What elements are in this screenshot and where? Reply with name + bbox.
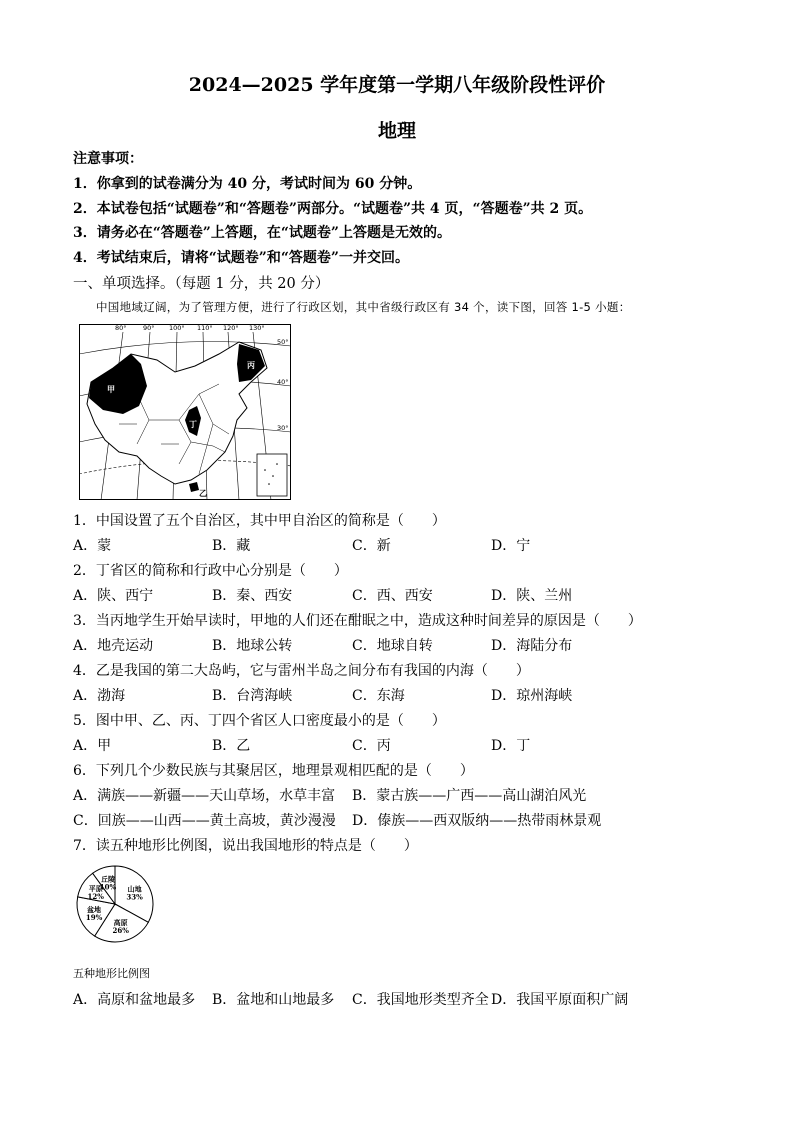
pie-slice-label: 19%: [85, 913, 103, 923]
question-option[interactable]: A．满族——新疆——天山草场，水草丰富: [73, 788, 336, 804]
map-lon-label: 100°: [169, 324, 185, 332]
question-option[interactable]: C．地球自转: [352, 638, 433, 654]
question-option[interactable]: D．海陆分布: [491, 638, 573, 654]
pie-slice-label: 10%: [99, 882, 117, 892]
pie-slice-label: 33%: [126, 892, 143, 902]
question-option[interactable]: B．地球公转: [212, 638, 293, 654]
china-province-map: [79, 324, 291, 500]
question-option[interactable]: C．丙: [352, 738, 391, 754]
subject-title: 地理: [377, 120, 416, 142]
question-option[interactable]: A．蒙: [73, 538, 112, 554]
map-lat-label: 30°: [277, 424, 289, 432]
question-option[interactable]: D．宁: [491, 538, 531, 554]
map-lon-label: 120°: [223, 324, 239, 332]
map-lat-label: 50°: [277, 338, 289, 346]
question-stem: 6．下列几个少数民族与其聚居区，地理景观相匹配的是（ ）: [73, 763, 474, 779]
map-lon-label: 110°: [197, 324, 213, 332]
question-option[interactable]: B．台湾海峡: [212, 688, 293, 704]
map-lon-label: 90°: [143, 324, 155, 332]
notice-heading: 注意事项：: [73, 151, 143, 167]
map-region-label: 丁: [189, 420, 197, 429]
pie-slice-label: 12%: [87, 891, 104, 901]
question-option[interactable]: C．我国地形类型齐全: [352, 992, 489, 1008]
map-lon-label: 130°: [249, 324, 265, 332]
map-region-label: 甲: [107, 385, 115, 394]
pie-slice-name: 平原: [88, 883, 103, 893]
question-stem: 2．丁省区的简称和行政中心分别是（ ）: [73, 563, 348, 579]
section-intro: 中国地域辽阔，为了管理方便，进行了行政区划，其中省级行政区有 34 个，读下图，回答 1-5 小题：: [96, 300, 631, 314]
page-title: 2024—2025 学年度第一学期八年级阶段性评价: [188, 74, 606, 96]
question-stem: 3．当丙地学生开始早读时，甲地的人们还在酣眠之中，造成这种时间差异的原因是（ ）: [73, 613, 642, 629]
section-heading: 一、单项选择。（每题 1 分，共 20 分）: [73, 276, 330, 292]
question-option[interactable]: B．蒙古族——广西——高山湖泊风光: [352, 788, 587, 804]
map-lon-label: 80°: [115, 324, 127, 332]
map-lat-label: 40°: [277, 378, 289, 386]
pie-slice-name: 丘陵: [100, 874, 115, 884]
pie-slice-name: 盆地: [87, 905, 102, 915]
question-stem: 5．图中甲、乙、丙、丁四个省区人口密度最小的是（ ）: [73, 713, 446, 729]
notice-item: 1．你拿到的试卷满分为 40 分，考试时间为 60 分钟。: [73, 176, 422, 192]
notice-item: 4．考试结束后，请将“试题卷”和“答题卷”一并交回。: [73, 250, 409, 266]
question-option[interactable]: C．东海: [352, 688, 405, 704]
terrain-pie-chart: [73, 862, 157, 946]
pie-caption: 五种地形比例图: [73, 967, 150, 980]
question-option[interactable]: A．陕、西宁: [73, 588, 154, 604]
question-option[interactable]: A．甲: [73, 738, 112, 754]
pie-slice-label: 26%: [112, 926, 129, 936]
question-option[interactable]: A．渤海: [73, 688, 126, 704]
question-stem: 1．中国设置了五个自治区，其中甲自治区的简称是（ ）: [73, 513, 446, 529]
question-option[interactable]: B．乙: [212, 738, 251, 754]
question-option[interactable]: A．高原和盆地最多: [73, 992, 196, 1008]
question-option[interactable]: B．盆地和山地最多: [212, 992, 335, 1008]
notice-item: 2．本试卷包括“试题卷”和“答题卷”两部分。“试题卷”共 4 页，“答题卷”共 2 页。: [73, 201, 593, 217]
question-option[interactable]: A．地壳运动: [73, 638, 154, 654]
map-region-label: 乙: [199, 489, 207, 498]
question-option[interactable]: D．丁: [491, 738, 531, 754]
question-option[interactable]: D．我国平原面积广阔: [491, 992, 629, 1008]
question-option[interactable]: C．新: [352, 538, 391, 554]
question-option[interactable]: D．陕、兰州: [491, 588, 573, 604]
question-stem: 7．读五种地形比例图，说出我国地形的特点是（ ）: [73, 838, 418, 854]
question-option[interactable]: C．西、西安: [352, 588, 433, 604]
pie-slice-name: 山地: [127, 884, 142, 894]
question-option[interactable]: D．傣族——西双版纳——热带雨林景观: [352, 813, 602, 829]
notice-item: 3．请务必在“答题卷”上答题，在“试题卷”上答题是无效的。: [73, 225, 451, 241]
question-option[interactable]: B．藏: [212, 538, 251, 554]
question-option[interactable]: D．琼州海峡: [491, 688, 573, 704]
question-option[interactable]: B．秦、西安: [212, 588, 293, 604]
pie-slice-name: 高原: [113, 918, 128, 928]
map-region-label: 丙: [247, 361, 255, 370]
question-option[interactable]: C．回族——山西——黄土高坡，黄沙漫漫: [73, 813, 336, 829]
question-stem: 4．乙是我国的第二大岛屿，它与雷州半岛之间分布有我国的内海（ ）: [73, 663, 530, 679]
